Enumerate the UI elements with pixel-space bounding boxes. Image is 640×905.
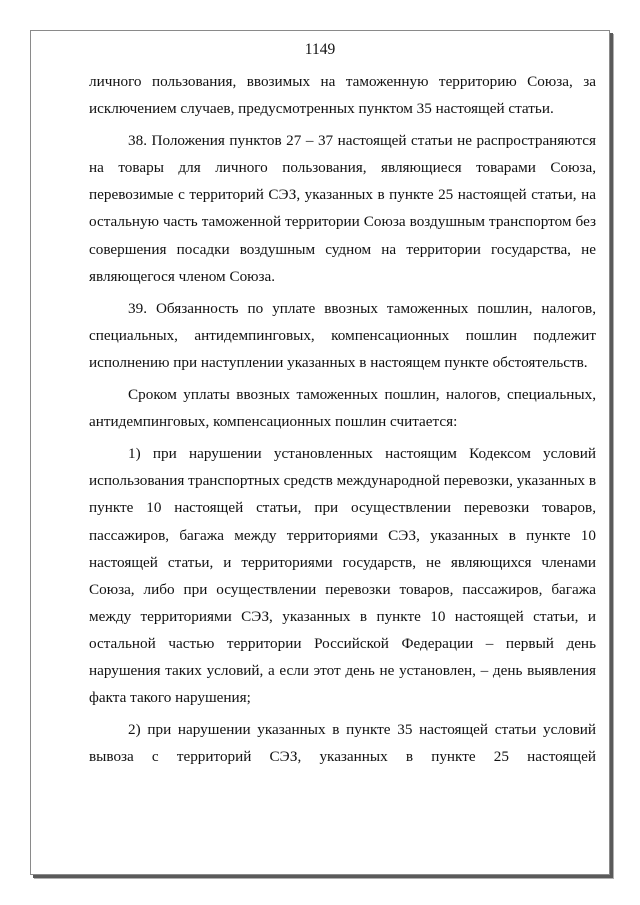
paragraph-payment-term: Сроком уплаты ввозных таможенных пошлин, налогов, специальных, антидемпинговых, компенсационных пошлин считается: (89, 386, 596, 431)
paragraph-item-39: 39. Обязанность по уплате ввозных таможенных пошлин, налогов, специальных, антидемпинговых, компенсационных пошлин подлежит исполнению при наступлении указанных в настоящем пункте обстоятельств. (89, 299, 596, 371)
paragraph-subitem-1: 1) при нарушении установленных настоящим Кодексом условий использования транспортных средств международной перевозки, указанных в пункте 10 настоящей статьи, при осуществлении перевозки товаров, пассажиров, багажа между территориями СЭЗ, указанных в пункте 10 настоящей статьи, и территориями государств, не являющихся членами Союза, либо при осуществлении перевозки товаров, пассажиров, багажа между территориями СЭЗ, указанных в пункте 10 настоящей статьи, и остальной частью территории Российской Федерации – первый день нарушения таких условий, а если этот день не установлен, – день выявления факта такого нарушения; (89, 445, 596, 707)
page-number: 1149 (304, 41, 336, 58)
paragraph-continuation: личного пользования, ввозимых на таможенную территорию Союза, за исключением случаев, предусмотренных пунктом 35 настоящей статьи. (89, 73, 596, 118)
paragraph-subitem-2: 2) при нарушении указанных в пункте 35 настоящей статьи условий вывоза с территорий СЭЗ, указанных в пункте 25 настоящей (89, 721, 596, 766)
paragraph-item-38: 38. Положения пунктов 27 – 37 настоящей статьи не распространяются на товары для личного пользования, являющиеся товарами Союза, перевозимые с территорий СЭЗ, указанных в пункте 25 настоящей статьи, на остальную часть таможенной территории Союза воздушным транспортом без совершения посадки воздушным судном на территории государства, не являющегося членом Союза. (89, 132, 596, 285)
document-body (89, 68, 596, 770)
